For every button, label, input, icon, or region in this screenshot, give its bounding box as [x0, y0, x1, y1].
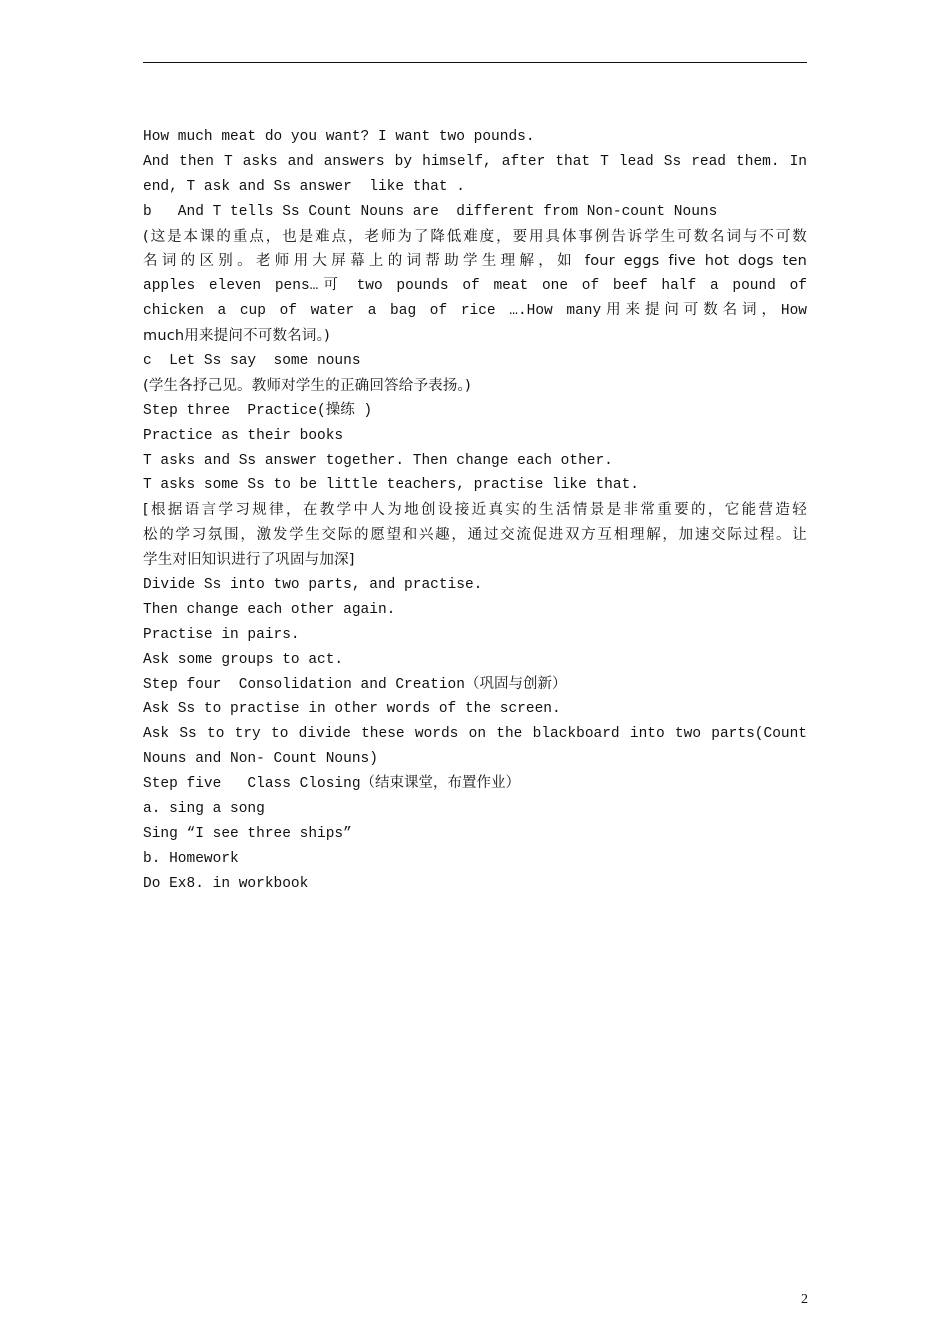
text-line: And then T asks and answers by himself, after that T lead Ss read them. In: [143, 153, 807, 170]
text-line: Then change each other again.: [143, 601, 396, 618]
text-line: T asks and Ss answer together. Then change each other.: [143, 452, 613, 469]
text-line: Ask Ss to practise in other words of the screen.: [143, 701, 561, 718]
step-three-heading: Step three Practice(操练 ): [143, 402, 373, 419]
text-line: much用来提问不可数名词。): [143, 328, 330, 345]
lesson-plan-text: [143, 125, 807, 897]
text-line: Nouns and Non- Count Nouns): [143, 751, 378, 768]
step-five-heading: Step five Class Closing（结束课堂，布置作业）: [143, 776, 521, 793]
text-line: a. sing a song: [143, 801, 265, 818]
text-line: T asks some Ss to be little teachers, practise like that.: [143, 477, 639, 494]
text-line: Sing “I see three ships”: [143, 825, 352, 842]
text-line: b. Homework: [143, 850, 239, 867]
text-line: (学生各抒己见。教师对学生的正确回答给予表扬。): [143, 377, 471, 394]
header-rule: [143, 62, 807, 63]
text-line: Ask some groups to act.: [143, 651, 344, 668]
text-line: c Let Ss say some nouns: [143, 353, 361, 370]
text-line: Ask Ss to try to divide these words on the blackboard into two parts(Count: [143, 726, 807, 743]
text-line: Divide Ss into two parts, and practise.: [143, 577, 483, 594]
text-line: 名词的区别。老师用大屏幕上的词帮助学生理解，如 four eggs five hot dogs ten: [143, 253, 807, 270]
text-line: Practice as their books: [143, 427, 344, 444]
text-line: How much meat do you want? I want two pounds.: [143, 129, 535, 145]
text-line: [根据语言学习规律，在教学中人为地创设接近真实的生活情景是非常重要的，它能营造轻: [143, 502, 807, 519]
text-line: Do Ex8. in workbook: [143, 875, 309, 892]
text-line: 学生对旧知识进行了巩固与加深]: [143, 552, 355, 569]
text-line: 松的学习氛围，激发学生交际的愿望和兴趣，通过交流促进双方互相理解，加速交际过程。让: [143, 527, 807, 544]
text-line: end, T ask and Ss answer like that .: [143, 178, 465, 195]
step-four-heading: Step four Consolidation and Creation（巩固与创新）: [143, 676, 567, 693]
text-line: Practise in pairs.: [143, 626, 300, 643]
text-line: b And T tells Ss Count Nouns are different from Non-count Nouns: [143, 203, 718, 220]
text-line: chicken a cup of water a bag of rice ….How many用来提问可数名词，How: [143, 303, 807, 320]
page-number: 2: [801, 1292, 808, 1307]
text-line: (这是本课的重点，也是难点，老师为了降低难度，要用具体事例告诉学生可数名词与不可数: [143, 228, 807, 245]
text-line: apples eleven pens…可 two pounds of meat one of beef half a pound of: [143, 278, 807, 295]
